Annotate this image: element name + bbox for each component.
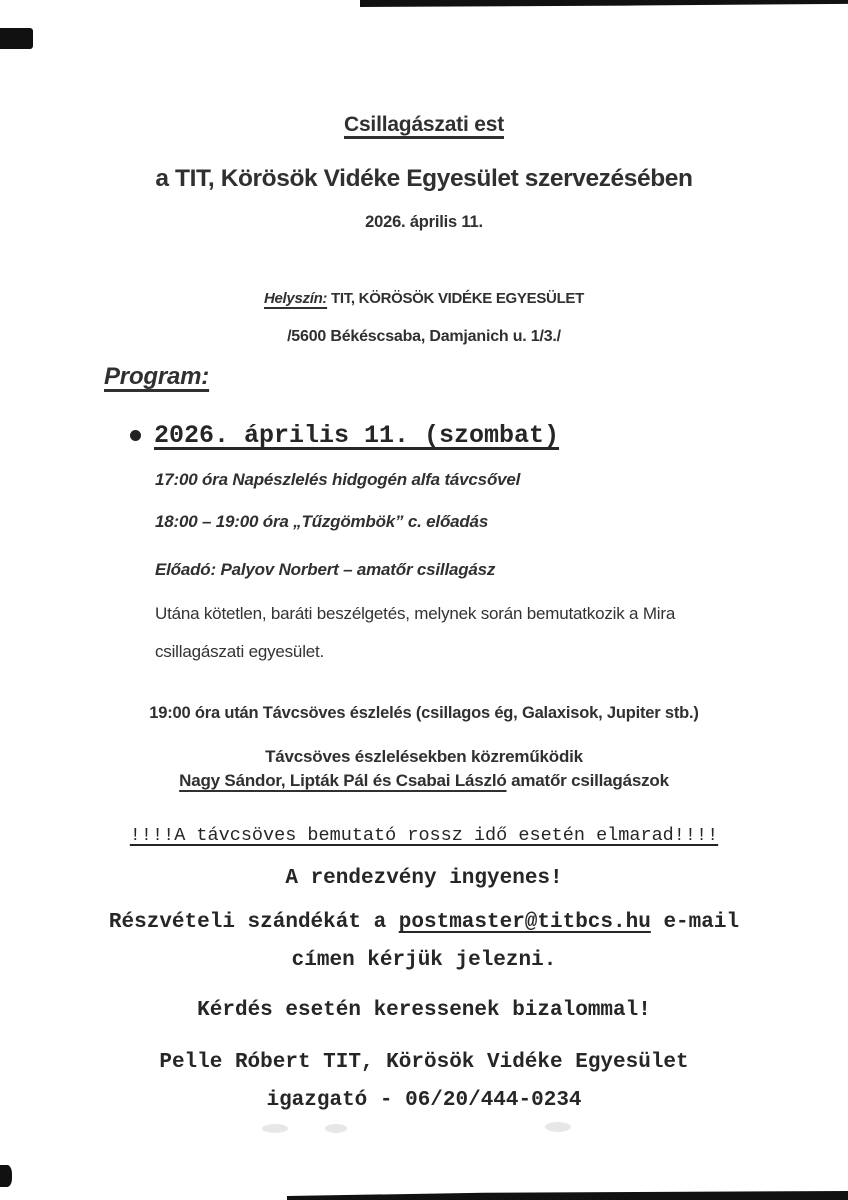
contributors-line — [0, 768, 848, 794]
program-date-item — [130, 420, 559, 451]
rsvp-suffix: e-mail — [663, 911, 740, 934]
venue-label: Helyszín: — [263, 290, 328, 307]
bullet-icon — [130, 430, 141, 441]
scan-smudge — [325, 1124, 347, 1133]
weather-warning — [0, 824, 848, 848]
rsvp-prefix: Részvételi szándékát a — [108, 911, 387, 934]
event-date-header: 2026. április 11. — [365, 213, 483, 231]
scan-smudge — [545, 1122, 571, 1132]
evening-observation-line: 19:00 óra után Távcsöves észlelés (csillagos ég, Galaxisok, Jupiter stb.) — [149, 704, 699, 722]
program-heading-text: Program: — [104, 363, 210, 390]
signature-role-phone: igazgató - 06/20/444-0234 — [266, 1089, 582, 1112]
program-event-date: 2026. április 11. (szombat) — [154, 421, 560, 450]
scan-artifact-top-bar — [360, 0, 848, 7]
scan-artifact-bottom-bar — [287, 1191, 848, 1200]
contributors-suffix: amatőr csillagászok — [511, 771, 669, 790]
schedule-item: Előadó: Palyov Norbert – amatőr csillagász — [155, 560, 496, 579]
schedule-item: 18:00 – 19:00 óra „Tűzgömbök” c. előadás — [155, 512, 489, 531]
question-line: Kérdés esetén keressenek bizalommal! — [197, 999, 651, 1022]
venue-name: TIT, KÖRÖSÖK VIDÉKE EGYESÜLET — [331, 290, 585, 307]
scan-artifact-bottom-left-mark — [0, 1165, 12, 1187]
program-heading — [104, 360, 209, 394]
rsvp-line-2: címen kérjük jelezni. — [291, 949, 557, 972]
contributors-intro: Távcsöves észlelésekben közreműködik — [265, 747, 583, 766]
scan-smudge — [262, 1124, 288, 1133]
rsvp-email: postmaster@titbcs.hu — [398, 911, 651, 934]
page-subtitle: a TIT, Körösök Vidéke Egyesület szervezésében — [155, 165, 693, 192]
page-title — [0, 110, 848, 140]
page-title-text: Csillagászati est — [343, 113, 504, 136]
scan-artifact-top-left-mark — [0, 28, 33, 49]
program-note-line: csillagászati egyesület. — [155, 642, 325, 661]
venue-line — [0, 287, 848, 311]
signature-name: Pelle Róbert TIT, Körösök Vidéke Egyesület — [159, 1051, 689, 1074]
rsvp-line — [0, 910, 848, 936]
contributors-names: Nagy Sándor, Lipták Pál és Csabai László — [179, 771, 507, 790]
free-admission-notice: A rendezvény ingyenes! — [285, 867, 563, 890]
weather-warning-text: !!!!A távcsöves bemutató rossz idő esetén elmarad!!!! — [129, 825, 719, 846]
program-note-line: Utána kötetlen, baráti beszélgetés, melynek során bemutatkozik a Mira — [155, 604, 676, 623]
schedule-item: 17:00 óra Napészlelés hidgogén alfa távcsővel — [155, 470, 521, 489]
venue-address: /5600 Békéscsaba, Damjanich u. 1/3./ — [287, 328, 561, 345]
